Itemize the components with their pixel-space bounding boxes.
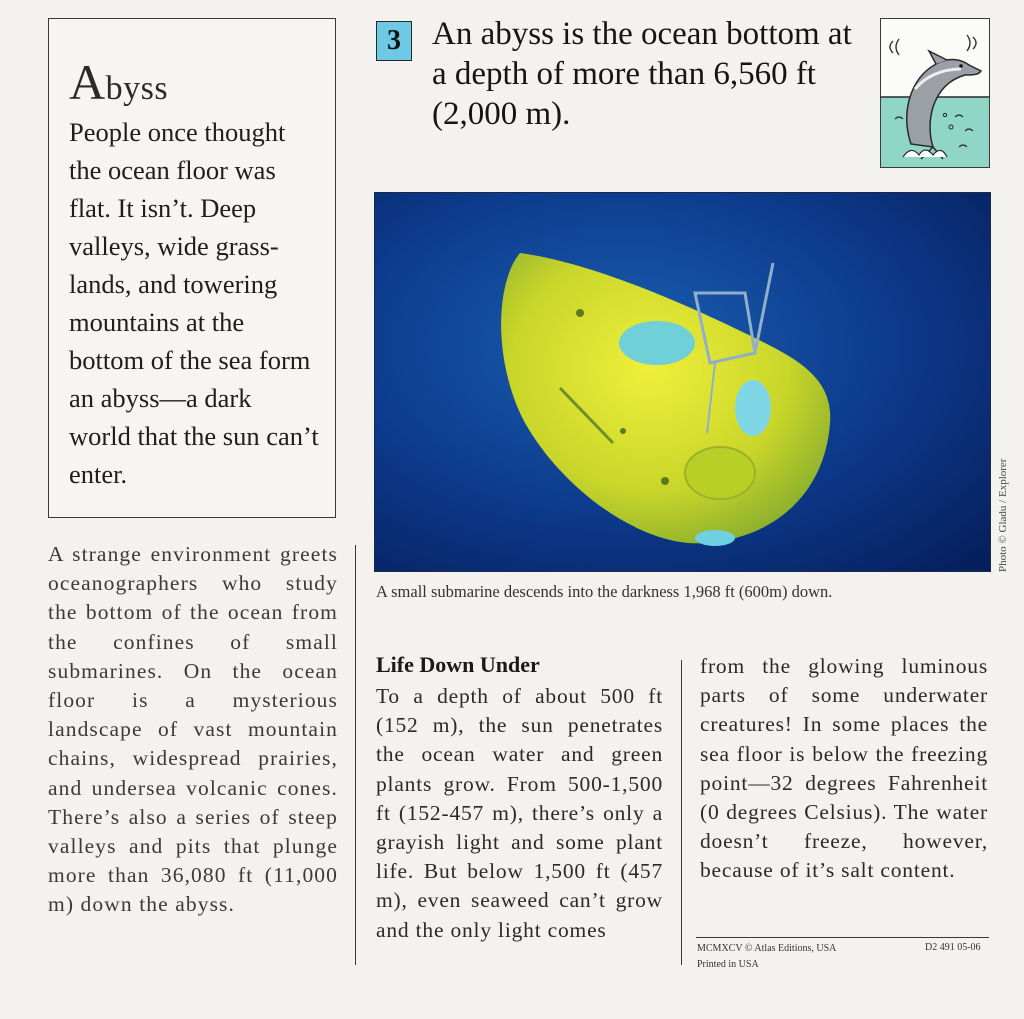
printed-text: Printed in USA [697,959,759,970]
left-body-text: A strange environment greets oceanographers who study the bottom of the ocean from the confines of small submarines. On the ocean floor is a mysterious landscape of vast mountain chains, widespread prairies, and undersea volcanic cones. There’s also a series of steep valleys and pits that plunge more than 36,080 ft (11,000 m) down the abyss. [48,542,338,917]
body-column-middle [376,682,663,945]
photo-credit: Photo © Gladu / Explorer [997,458,1009,572]
title-box [48,18,336,518]
card-code: D2 491 05-06 [925,942,981,953]
copyright-text: MCMXCV © Atlas Editions, USA [697,943,837,954]
footer-imprint [697,941,836,973]
headline: An abyss is the ocean bottom at a depth of more than 6,560 ft (2,000 m). [432,16,852,132]
card-number-badge: 3 [376,21,412,61]
column-divider-right [681,660,682,965]
left-body-column [48,540,338,920]
footer-rule [696,937,989,938]
body-text-middle: To a depth of about 500 ft (152 m), the sun penetrates the ocean water and green plants grow. From 500-1,500 ft (152-457 m), there’s only a grayish light and some plant life. But below 1,500 ft (457 m), even seaweed can’t grow and the only light comes [376,684,663,942]
page-title [69,53,168,111]
dolphin-icon [880,18,990,168]
column-divider-left [355,545,356,965]
body-column-right [700,652,988,886]
section-heading: Life Down Under [376,652,540,677]
body-text-right: from the glowing luminous parts of some underwater creatures! In some places the sea floor is below the freezing point—32 degrees Fahrenheit (0 degrees Celsius). The water doesn’t freeze, however, because of it’s salt content. [700,654,988,883]
photo-caption: A small submarine descends into the darkness 1,968 ft (600m) down. [376,582,833,601]
intro-text: People once thought the ocean floor was flat. It isn’t. Deep valleys, wide grass-lands, and towering mountains at the bottom of the sea form an abyss—a dark world that the sun can’t enter. [69,117,319,489]
submarine-photo [374,192,991,572]
title-initial: A [69,54,106,110]
title-rest: byss [105,70,169,107]
